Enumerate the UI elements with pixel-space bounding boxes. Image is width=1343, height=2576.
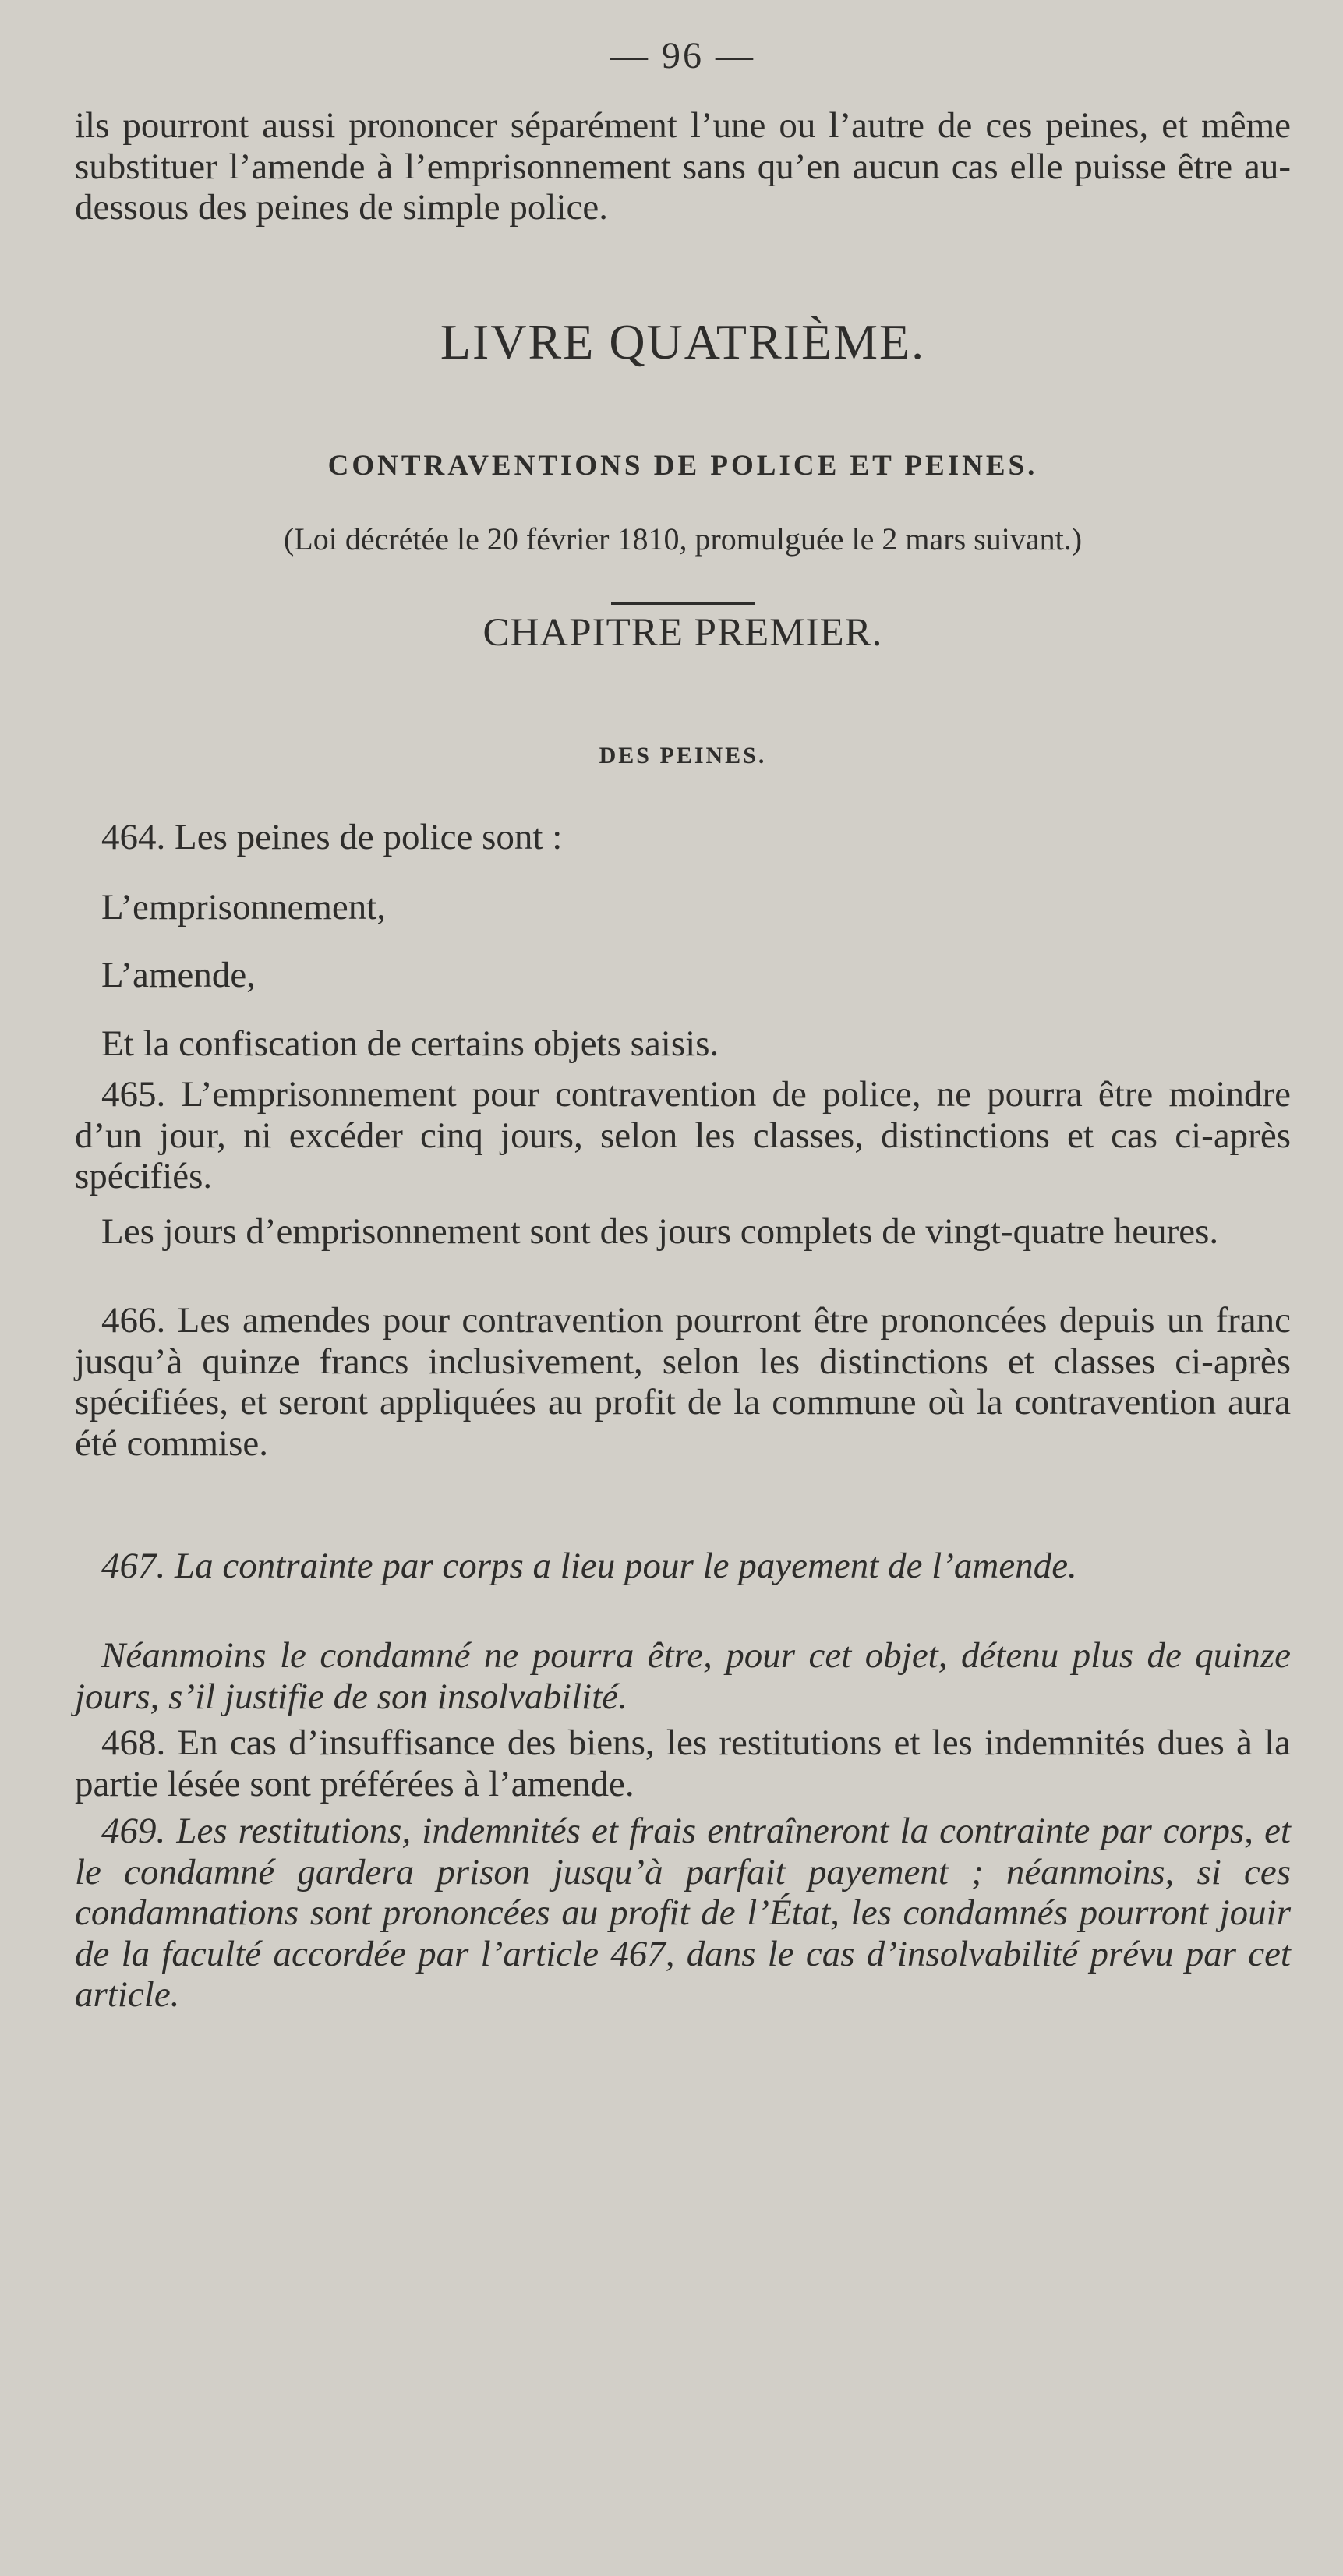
article-467-block bbox=[75, 1546, 1291, 1587]
article-468-block bbox=[75, 1723, 1291, 1804]
article-467-paragraph: 467. La contrainte par corps a lieu pour le payement de l’amende. bbox=[101, 1546, 1077, 1586]
chapter-title: CHAPITRE PREMIER. bbox=[482, 611, 883, 655]
article-469-paragraph: 469. Les restitutions, indemnités et frais entraîneront la contrainte par corps, et le condamné gardera prison jusqu’à parfait payement ; néanmoins, si ces condamnations sont prononcées au profit de l’État, les condamnés pourront jouir de la faculté accordée par l’article 467, dans le cas d’insolvabilité prévu par cet article. bbox=[75, 1811, 1291, 2015]
book-subtitle: CONTRAVENTIONS DE POLICE ET PEINES. bbox=[327, 450, 1038, 482]
article-465-block bbox=[75, 1074, 1291, 1197]
article-464-item: L’amende, bbox=[101, 955, 256, 995]
article-465-paragraph: 465. L’emprisonnement pour contravention de police, ne pourra être moindre d’un jour, ni excéder cinq jours, selon les classes, distinctions et cas ci-après spécifiés. bbox=[75, 1074, 1291, 1196]
continuation-text-block bbox=[75, 105, 1291, 228]
article-464-item: L’emprisonnement, bbox=[101, 887, 387, 928]
article-464-intro: 464. Les peines de police sont : bbox=[101, 817, 563, 857]
article-468-paragraph: 468. En cas d’insuffisance des biens, les restitutions et les indemnités dues à la partie lésée sont préférées à l’amende. bbox=[75, 1723, 1291, 1804]
divider-rule bbox=[611, 602, 755, 605]
continuation-paragraph: ils pourront aussi prononcer séparément l’une ou l’autre de ces peines, et même substituer l’amende à l’emprisonnement sans qu’en aucun cas elle puisse être au-dessous des peines de simple police. bbox=[75, 105, 1291, 228]
article-465-paragraph-2: Les jours d’emprisonnement sont des jours complets de vingt-quatre heures. bbox=[101, 1211, 1219, 1252]
article-465-block-2 bbox=[75, 1211, 1291, 1253]
section-title: DES PEINES. bbox=[599, 743, 767, 769]
page-number: — 96 — bbox=[610, 35, 755, 76]
article-467-paragraph-2: Néanmoins le condamné ne pourra être, pour cet objet, détenu plus de quinze jours, s’il justifie de son insolvabilité. bbox=[75, 1635, 1291, 1717]
article-467-block-2 bbox=[75, 1635, 1291, 1717]
article-466-block bbox=[75, 1300, 1291, 1464]
article-466-paragraph: 466. Les amendes pour contravention pourront être prononcées depuis un franc jusqu’à quinze francs inclusivement, selon les distinctions et classes ci-après spécifiées, et seront appliquées au profit de la commune où la contravention aura été commise. bbox=[75, 1300, 1291, 1464]
law-note: (Loi décrétée le 20 février 1810, promulguée le 2 mars suivant.) bbox=[283, 521, 1083, 557]
book-title: LIVRE QUATRIÈME. bbox=[440, 314, 926, 369]
article-464-item: Et la confiscation de certains objets saisis. bbox=[101, 1023, 719, 1064]
article-469-block bbox=[75, 1811, 1291, 2016]
